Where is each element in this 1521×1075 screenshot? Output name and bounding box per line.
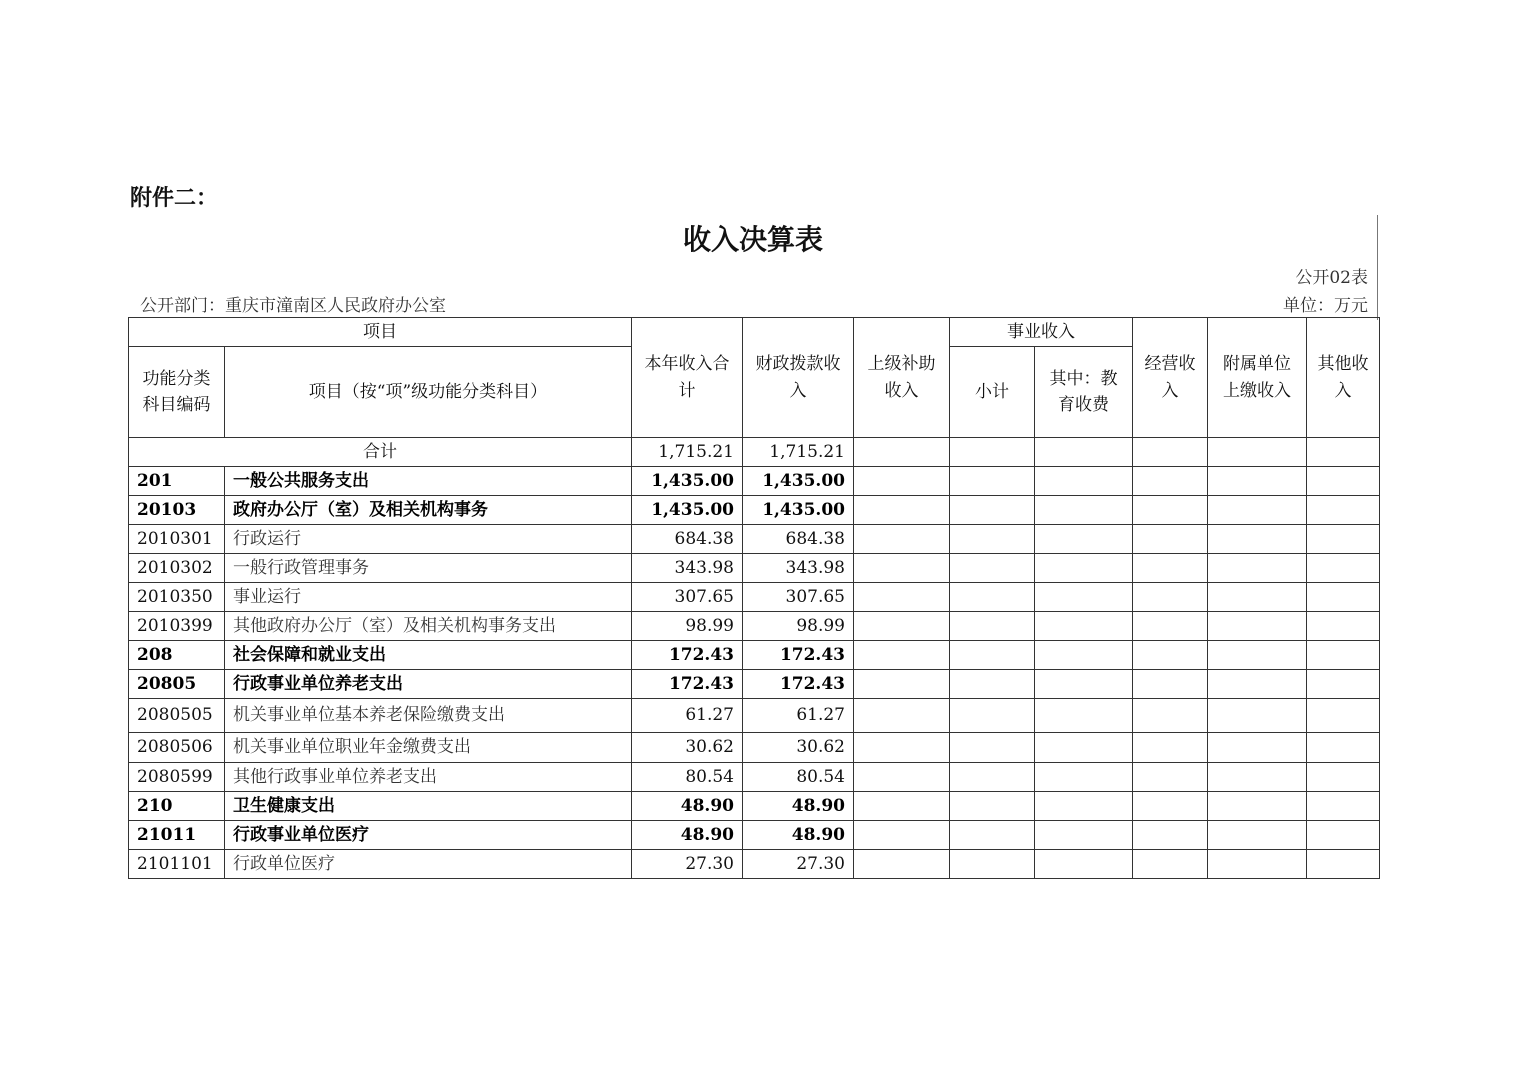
row-fiscal: 172.43	[743, 670, 854, 699]
total-fiscal: 1,715.21	[743, 438, 854, 467]
empty-cell	[1035, 670, 1133, 699]
empty-cell	[1133, 554, 1208, 583]
empty-cell	[1133, 496, 1208, 525]
empty-cell	[854, 525, 950, 554]
row-name: 其他政府办公厅（室）及相关机构事务支出	[225, 612, 632, 641]
empty-cell	[1208, 496, 1307, 525]
empty-cell	[1035, 525, 1133, 554]
empty-cell	[950, 733, 1035, 763]
attachment-label: 附件二：	[130, 185, 219, 211]
empty-cell	[854, 612, 950, 641]
empty-cell	[854, 583, 950, 612]
row-fiscal: 343.98	[743, 554, 854, 583]
table-row	[129, 496, 1380, 525]
row-total: 307.65	[632, 583, 743, 612]
row-name: 一般公共服务支出	[225, 467, 632, 496]
total-label: 合计	[129, 438, 632, 467]
row-fiscal: 80.54	[743, 763, 854, 792]
row-name: 行政运行	[225, 525, 632, 554]
empty-cell	[854, 850, 950, 879]
table-row	[129, 792, 1380, 821]
empty-cell	[1133, 670, 1208, 699]
page-title: 收入决算表	[682, 223, 823, 256]
empty-cell	[1307, 496, 1380, 525]
empty-cell	[1208, 821, 1307, 850]
row-code: 2010301	[129, 525, 225, 554]
empty-cell	[1035, 612, 1133, 641]
empty-cell	[1208, 850, 1307, 879]
table-row	[129, 670, 1380, 699]
row-fiscal: 1,435.00	[743, 496, 854, 525]
row-name: 卫生健康支出	[225, 792, 632, 821]
empty-cell	[854, 792, 950, 821]
header-project: 项目	[129, 318, 632, 347]
empty-cell	[1035, 496, 1133, 525]
empty-cell	[1208, 612, 1307, 641]
row-total: 343.98	[632, 554, 743, 583]
table-row	[129, 699, 1380, 733]
empty-cell	[1307, 554, 1380, 583]
income-table	[128, 317, 1380, 879]
empty-cell	[854, 763, 950, 792]
row-code: 201	[129, 467, 225, 496]
empty-cell	[1035, 792, 1133, 821]
empty-cell	[950, 583, 1035, 612]
empty-cell	[1208, 641, 1307, 670]
header-fiscal: 财政拨款收入	[743, 318, 854, 438]
table-row	[129, 821, 1380, 850]
empty-cell	[1035, 850, 1133, 879]
row-fiscal: 307.65	[743, 583, 854, 612]
total-row	[129, 438, 1380, 467]
empty-cell	[1307, 821, 1380, 850]
empty-cell	[1208, 670, 1307, 699]
empty-cell	[1307, 763, 1380, 792]
row-code: 21011	[129, 821, 225, 850]
empty-cell	[1208, 583, 1307, 612]
empty-cell	[1035, 699, 1133, 733]
row-total: 80.54	[632, 763, 743, 792]
row-fiscal: 172.43	[743, 641, 854, 670]
empty-cell	[1208, 554, 1307, 583]
divider-line	[1377, 215, 1378, 320]
empty-cell	[1035, 763, 1133, 792]
row-total: 684.38	[632, 525, 743, 554]
row-name: 行政事业单位养老支出	[225, 670, 632, 699]
table-row	[129, 763, 1380, 792]
table-number: 公开02表	[1295, 268, 1368, 288]
header-business: 事业收入	[950, 318, 1133, 347]
empty-cell	[1307, 670, 1380, 699]
empty-cell	[950, 850, 1035, 879]
empty-cell	[1035, 467, 1133, 496]
empty-cell	[1208, 467, 1307, 496]
empty-cell	[854, 821, 950, 850]
table-row	[129, 525, 1380, 554]
row-total: 48.90	[632, 792, 743, 821]
empty-cell	[950, 763, 1035, 792]
row-total: 1,435.00	[632, 467, 743, 496]
empty-cell	[854, 670, 950, 699]
row-total: 48.90	[632, 821, 743, 850]
row-name: 事业运行	[225, 583, 632, 612]
table-row	[129, 583, 1380, 612]
empty-cell	[950, 792, 1035, 821]
row-name: 政府办公厅（室）及相关机构事务	[225, 496, 632, 525]
row-fiscal: 684.38	[743, 525, 854, 554]
empty-cell	[950, 641, 1035, 670]
empty-cell	[1133, 792, 1208, 821]
empty-cell	[1133, 641, 1208, 670]
empty-cell	[1133, 850, 1208, 879]
empty-cell	[950, 670, 1035, 699]
header-other: 其他收入	[1307, 318, 1380, 438]
row-fiscal: 98.99	[743, 612, 854, 641]
row-fiscal: 61.27	[743, 699, 854, 733]
empty-cell	[1133, 699, 1208, 733]
row-fiscal: 48.90	[743, 821, 854, 850]
row-code: 2080506	[129, 733, 225, 763]
row-fiscal: 30.62	[743, 733, 854, 763]
unit-label: 单位：万元	[1283, 296, 1368, 316]
row-name: 社会保障和就业支出	[225, 641, 632, 670]
header-code: 功能分类科目编码	[129, 347, 225, 438]
empty-cell	[950, 554, 1035, 583]
row-code: 2101101	[129, 850, 225, 879]
empty-cell	[950, 612, 1035, 641]
empty-cell	[1208, 733, 1307, 763]
row-code: 2010350	[129, 583, 225, 612]
row-total: 172.43	[632, 641, 743, 670]
header-subtotal: 小计	[950, 347, 1035, 438]
empty-cell	[854, 699, 950, 733]
empty-cell	[1307, 641, 1380, 670]
row-total: 27.30	[632, 850, 743, 879]
header-operating: 经营收入	[1133, 318, 1208, 438]
row-code: 210	[129, 792, 225, 821]
row-name: 行政单位医疗	[225, 850, 632, 879]
empty-cell	[1133, 821, 1208, 850]
row-code: 2010399	[129, 612, 225, 641]
row-name: 机关事业单位基本养老保险缴费支出	[225, 699, 632, 733]
department-label: 公开部门：重庆市潼南区人民政府办公室	[140, 296, 446, 316]
row-total: 1,435.00	[632, 496, 743, 525]
row-total: 172.43	[632, 670, 743, 699]
empty-cell	[1035, 821, 1133, 850]
empty-cell	[1208, 763, 1307, 792]
row-code: 2080599	[129, 763, 225, 792]
table-row	[129, 733, 1380, 763]
row-name: 行政事业单位医疗	[225, 821, 632, 850]
empty-cell	[1307, 612, 1380, 641]
empty-cell	[1035, 641, 1133, 670]
empty-cell	[1307, 525, 1380, 554]
empty-cell	[950, 699, 1035, 733]
empty-cell	[950, 525, 1035, 554]
header-name: 项目（按“项”级功能分类科目）	[225, 347, 632, 438]
row-total: 30.62	[632, 733, 743, 763]
empty-cell	[1307, 792, 1380, 821]
table-row	[129, 850, 1380, 879]
empty-cell	[1035, 733, 1133, 763]
empty-cell	[950, 467, 1035, 496]
empty-cell	[1035, 554, 1133, 583]
empty-cell	[1133, 583, 1208, 612]
empty-cell	[950, 821, 1035, 850]
row-fiscal: 1,435.00	[743, 467, 854, 496]
empty-cell	[854, 641, 950, 670]
empty-cell	[854, 733, 950, 763]
empty-cell	[950, 496, 1035, 525]
empty-cell	[1307, 699, 1380, 733]
header-total: 本年收入合计	[632, 318, 743, 438]
row-fiscal: 27.30	[743, 850, 854, 879]
empty-cell	[1133, 467, 1208, 496]
empty-cell	[1307, 733, 1380, 763]
header-affiliated: 附属单位上缴收入	[1208, 318, 1307, 438]
empty-cell	[1307, 467, 1380, 496]
empty-cell	[1208, 525, 1307, 554]
row-total: 61.27	[632, 699, 743, 733]
header-superior: 上级补助收入	[854, 318, 950, 438]
empty-cell	[1307, 850, 1380, 879]
empty-cell	[1133, 525, 1208, 554]
empty-cell	[854, 496, 950, 525]
row-total: 98.99	[632, 612, 743, 641]
table-row	[129, 641, 1380, 670]
empty-cell	[854, 467, 950, 496]
row-name: 其他行政事业单位养老支出	[225, 763, 632, 792]
table-row	[129, 612, 1380, 641]
row-code: 2010302	[129, 554, 225, 583]
empty-cell	[1307, 583, 1380, 612]
header-education: 其中：教育收费	[1035, 347, 1133, 438]
row-name: 一般行政管理事务	[225, 554, 632, 583]
empty-cell	[1208, 699, 1307, 733]
row-name: 机关事业单位职业年金缴费支出	[225, 733, 632, 763]
total-income: 1,715.21	[632, 438, 743, 467]
empty-cell	[1035, 583, 1133, 612]
table-row	[129, 467, 1380, 496]
empty-cell	[1208, 792, 1307, 821]
row-code: 20103	[129, 496, 225, 525]
empty-cell	[1133, 763, 1208, 792]
row-code: 2080505	[129, 699, 225, 733]
row-code: 208	[129, 641, 225, 670]
table-row	[129, 554, 1380, 583]
row-code: 20805	[129, 670, 225, 699]
row-fiscal: 48.90	[743, 792, 854, 821]
empty-cell	[854, 554, 950, 583]
empty-cell	[1133, 733, 1208, 763]
empty-cell	[1133, 612, 1208, 641]
